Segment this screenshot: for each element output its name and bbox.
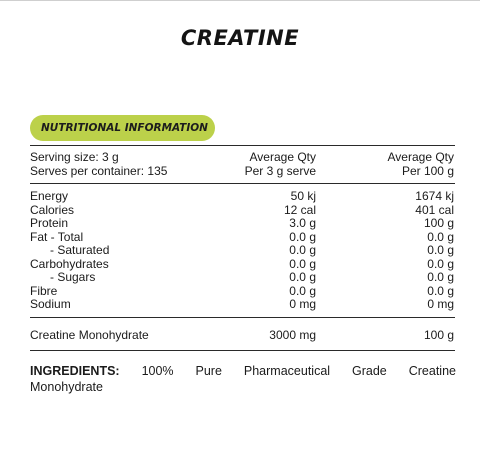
nutrient-name: Calories [30, 202, 75, 217]
table-top-rule [30, 145, 455, 146]
ingredients-line-2: Monohydrate [30, 380, 103, 394]
nutrient-name: Sodium [30, 297, 71, 311]
nutrient-per-100g: 0.0 g [427, 243, 454, 257]
ingredients-label: INGREDIENTS: [30, 364, 120, 378]
ingredients-word: Pharmaceutical [243, 364, 331, 378]
nutrient-row-protein [30, 217, 455, 231]
nutrient-per-serve: 0.0 g [289, 243, 316, 257]
nutrient-per-100g: 0.0 g [427, 229, 454, 244]
nutrient-row-carbohydrates [30, 258, 455, 272]
nutrient-name: - Sugars [50, 270, 96, 284]
creatine-per-100g: 100 g [423, 328, 454, 342]
nutrient-per-100g: 0.0 g [427, 283, 454, 298]
nutrient-per-serve: 3.0 g [289, 216, 316, 230]
per-100g-column-header [340, 150, 454, 178]
ingredients-line-1 [30, 363, 456, 379]
serving-info [30, 150, 167, 178]
per-serve-header-line1: Average Qty [249, 150, 316, 164]
per-100g-header-line1: Average Qty [387, 150, 454, 164]
nutrient-name: Protein [30, 216, 69, 230]
creatine-row [30, 328, 455, 342]
per-100g-header-line2: Per 100 g [401, 164, 454, 178]
ingredients-word: Pure [195, 364, 222, 378]
ingredients-section [30, 363, 456, 395]
nutrient-name: Energy [30, 189, 69, 203]
nutrient-per-serve: 0.0 g [289, 270, 316, 284]
per-serve-column-header [200, 150, 316, 178]
nutrient-row-saturated [30, 244, 455, 258]
nutrient-per-100g: 100 g [423, 216, 454, 230]
header-rule [30, 183, 455, 184]
nutritional-information-badge: NUTRITIONAL INFORMATION [30, 115, 215, 141]
nutrient-name: Carbohydrates [30, 256, 109, 271]
nutrient-name: Fibre [30, 283, 58, 298]
serving-size: Serving size: 3 g [30, 150, 119, 164]
nutrient-row-fat-total [30, 231, 455, 245]
nutrient-name: - Saturated [50, 243, 110, 257]
nutrient-row-sugars [30, 271, 455, 285]
nutrient-row-fibre [30, 285, 455, 299]
table-bottom-rule [30, 350, 455, 351]
ingredients-word: Creatine [408, 364, 456, 378]
nutrient-row-sodium [30, 298, 455, 312]
nutrient-per-serve: 0.0 g [289, 283, 316, 298]
ingredients-word: Grade [352, 364, 387, 378]
nutrient-per-100g: 401 cal [415, 202, 454, 217]
serves-per-container: Serves per container: 135 [30, 164, 168, 178]
nutrient-per-100g: 0.0 g [427, 256, 454, 271]
nutrient-per-100g: 0 mg [427, 297, 454, 311]
creatine-per-serve: 3000 mg [269, 328, 316, 342]
per-serve-header-line2: Per 3 g serve [244, 164, 316, 178]
product-title: CREATINE [180, 26, 300, 50]
nutrient-per-serve: 0 mg [289, 297, 316, 311]
creatine-name: Creatine Monohydrate [30, 328, 149, 342]
nutrient-per-serve: 50 kj [290, 189, 316, 203]
nutrient-per-100g: 0.0 g [427, 270, 454, 284]
nutrients-bottom-rule [30, 317, 455, 318]
nutrient-per-serve: 0.0 g [289, 229, 316, 244]
nutrient-row-calories [30, 204, 455, 218]
ingredients-word: 100% [141, 364, 174, 378]
nutrient-rows [30, 190, 455, 312]
top-divider [0, 0, 480, 1]
nutrient-name: Fat - Total [30, 229, 84, 244]
nutrient-per-serve: 12 cal [283, 202, 316, 217]
nutrient-per-100g: 1674 kj [415, 189, 454, 203]
nutrient-row-energy [30, 190, 455, 204]
nutrient-per-serve: 0.0 g [289, 256, 316, 271]
